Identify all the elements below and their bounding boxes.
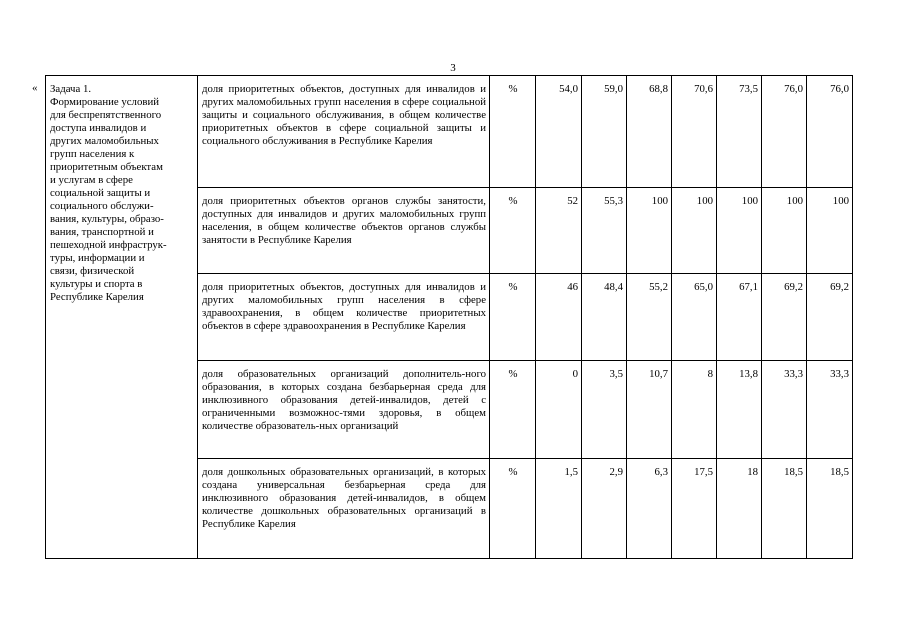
indicator-value: 73,5 bbox=[717, 76, 762, 188]
task-label-line: социальной защиты и bbox=[50, 187, 151, 199]
indicator-description: доля приоритетных объектов, доступных для инвалидов и других маломобильных групп населения в сфере социальной защиты и социального обслуживания, в общем количестве приоритетных объектов в сфере социальной защиты и социального обслуживания в Республике Карелия bbox=[198, 76, 490, 188]
indicator-value: 69,2 bbox=[807, 274, 853, 361]
indicator-value: 8 bbox=[672, 361, 717, 459]
indicator-value: 100 bbox=[627, 188, 672, 274]
page-number: 3 bbox=[450, 62, 456, 74]
indicator-value: 76,0 bbox=[807, 76, 853, 188]
indicators-table bbox=[45, 75, 853, 559]
opening-quote-mark: « bbox=[32, 82, 38, 94]
indicator-value: 59,0 bbox=[582, 76, 627, 188]
task-label-line: других маломобильных bbox=[50, 135, 159, 147]
task-label-line: доступа инвалидов и bbox=[50, 122, 147, 134]
indicator-value: 2,9 bbox=[582, 459, 627, 559]
indicator-value: 33,3 bbox=[807, 361, 853, 459]
indicator-value: 1,5 bbox=[536, 459, 582, 559]
indicator-value: 70,6 bbox=[672, 76, 717, 188]
indicator-value: 76,0 bbox=[762, 76, 807, 188]
task-label-line: вания, культуры, образо- bbox=[50, 213, 164, 225]
indicator-value: 65,0 bbox=[672, 274, 717, 361]
indicator-value: 100 bbox=[762, 188, 807, 274]
task-label-line: для беспрепятственного bbox=[50, 109, 162, 121]
task-label-line: связи, физической bbox=[50, 265, 135, 277]
task-label-line: культуры и спорта в bbox=[50, 278, 143, 290]
indicator-value: 33,3 bbox=[762, 361, 807, 459]
indicator-value: 100 bbox=[717, 188, 762, 274]
indicator-unit: % bbox=[490, 76, 536, 188]
indicator-description: доля приоритетных объектов, доступных для инвалидов и других маломобильных групп населения в сфере здравоохранения, в общем количестве приоритетных объектов в сфере здравоохранения в Республике Карелия bbox=[198, 274, 490, 361]
indicator-value: 48,4 bbox=[582, 274, 627, 361]
indicator-value: 17,5 bbox=[672, 459, 717, 559]
indicator-value: 3,5 bbox=[582, 361, 627, 459]
indicator-value: 10,7 bbox=[627, 361, 672, 459]
indicator-description: доля образовательных организаций дополнитель-ного образования, в которых создана безбарьерная среда для инклюзивного образования детей-инвалидов, детей с ограниченными возможнос-тями здоровья, в общем количестве образователь-ных организаций bbox=[198, 361, 490, 459]
indicator-value: 18,5 bbox=[807, 459, 853, 559]
indicator-unit: % bbox=[490, 361, 536, 459]
task-label-line: и услугам в сфере bbox=[50, 174, 133, 186]
task-label-line: групп населения к bbox=[50, 148, 135, 160]
indicator-value: 100 bbox=[672, 188, 717, 274]
task-label-line: Формирование условий bbox=[50, 96, 159, 108]
indicator-value: 13,8 bbox=[717, 361, 762, 459]
task-label-line: вания, транспортной и bbox=[50, 226, 154, 238]
indicator-value: 0 bbox=[536, 361, 582, 459]
task-label-line: Задача 1. bbox=[50, 83, 92, 95]
indicator-value: 6,3 bbox=[627, 459, 672, 559]
indicator-value: 46 bbox=[536, 274, 582, 361]
indicator-unit: % bbox=[490, 459, 536, 559]
indicator-description: доля дошкольных образовательных организаций, в которых создана универсальная безбарьерная среда для инклюзивного образования детей-инвалидов, в общем количестве дошкольных образовательных организаций в Республике Карелия bbox=[198, 459, 490, 559]
indicator-value: 100 bbox=[807, 188, 853, 274]
indicator-value: 55,3 bbox=[582, 188, 627, 274]
task-label-line: Республике Карелия bbox=[50, 291, 144, 303]
task-label-line: социального обслужи- bbox=[50, 200, 154, 212]
task-label-line: приоритетным объектам bbox=[50, 161, 163, 173]
table-row bbox=[46, 76, 853, 188]
task-label-line: туры, информации и bbox=[50, 252, 145, 264]
task-label-line: пешеходной инфраструк- bbox=[50, 239, 167, 251]
indicator-value: 69,2 bbox=[762, 274, 807, 361]
indicator-unit: % bbox=[490, 188, 536, 274]
task-cell bbox=[46, 76, 198, 559]
indicator-value: 18 bbox=[717, 459, 762, 559]
indicator-unit: % bbox=[490, 274, 536, 361]
indicator-value: 52 bbox=[536, 188, 582, 274]
indicator-value: 67,1 bbox=[717, 274, 762, 361]
indicator-value: 54,0 bbox=[536, 76, 582, 188]
indicator-value: 55,2 bbox=[627, 274, 672, 361]
indicator-value: 68,8 bbox=[627, 76, 672, 188]
indicator-value: 18,5 bbox=[762, 459, 807, 559]
indicator-description: доля приоритетных объектов органов службы занятости, доступных для инвалидов и других маломобильных групп населения, в общем количестве объектов органов службы занятости в Республике Карелия bbox=[198, 188, 490, 274]
